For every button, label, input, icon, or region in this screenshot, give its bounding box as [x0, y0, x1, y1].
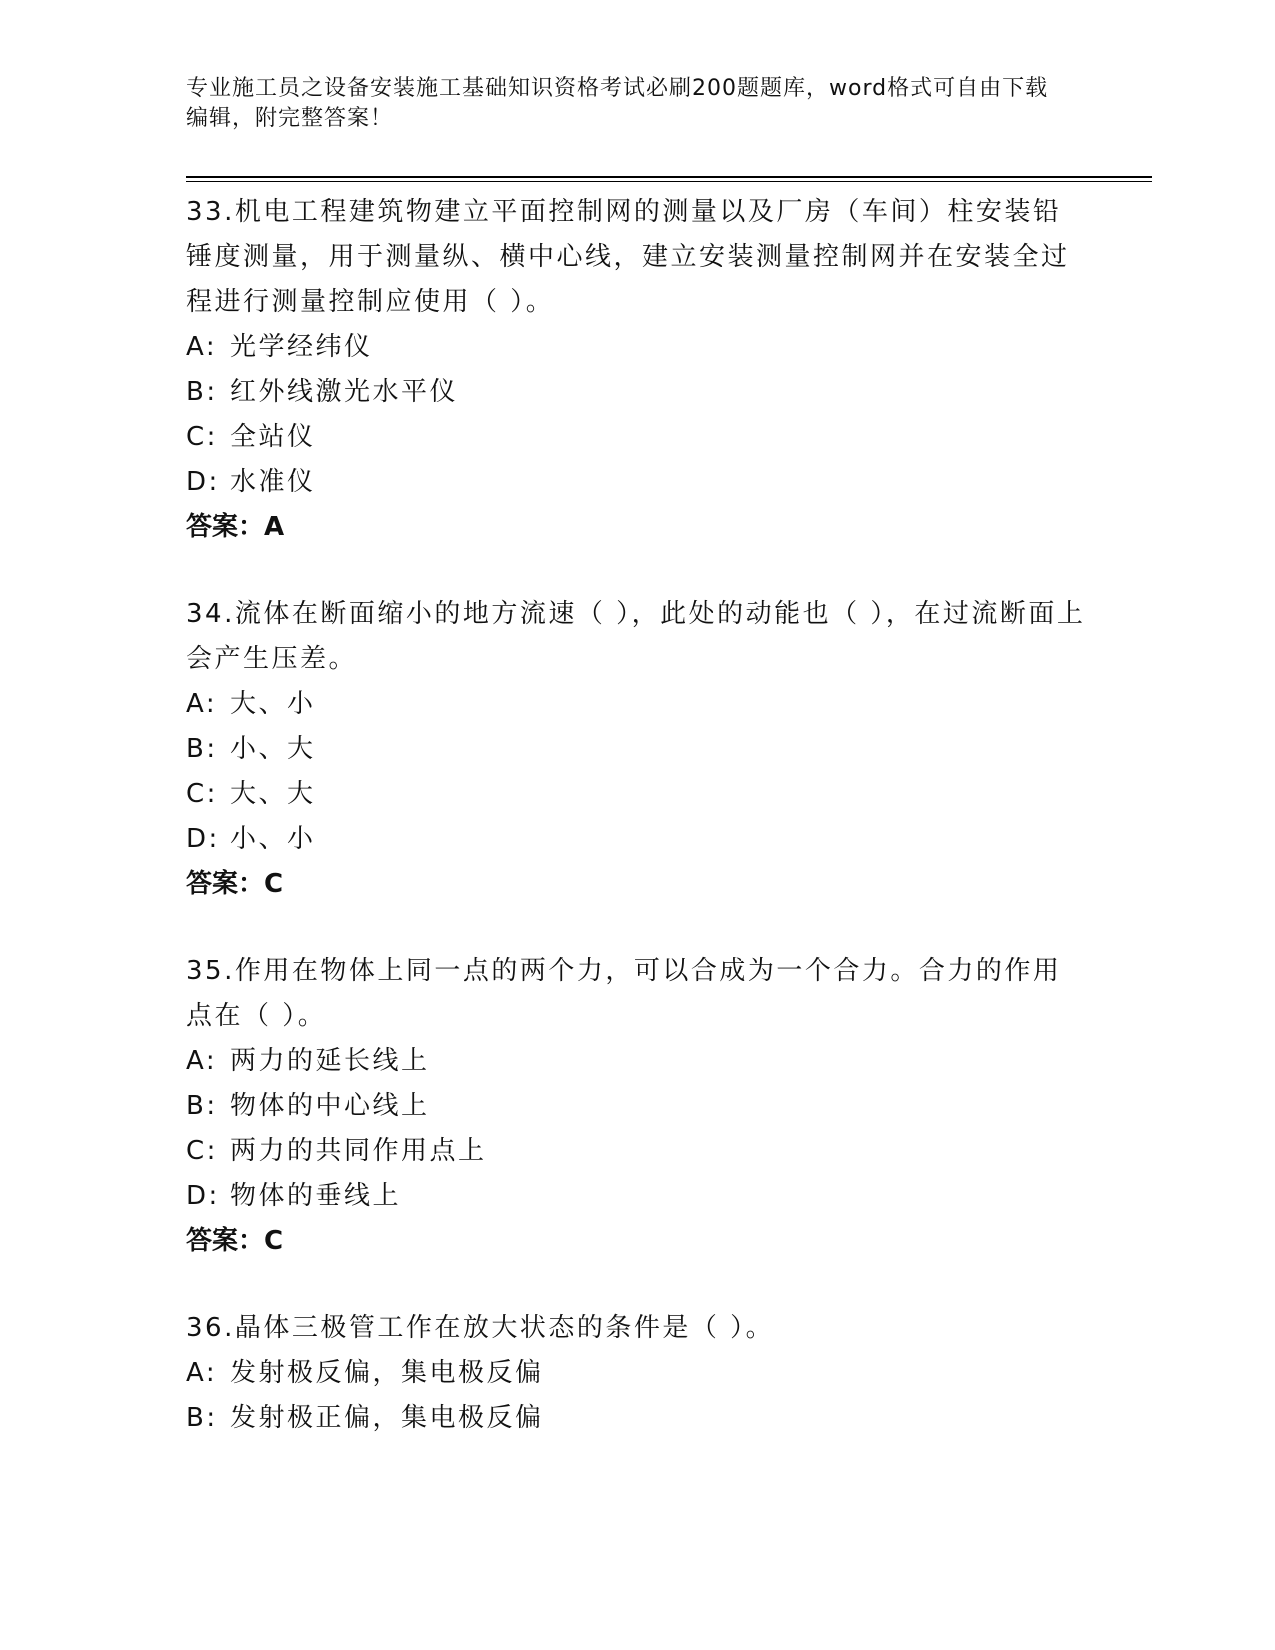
- option-text: 发射极反偏，集电极反偏: [230, 1358, 544, 1388]
- question-33: [186, 190, 1086, 550]
- option-a: [186, 325, 1086, 370]
- option-b: [186, 727, 1086, 772]
- option-text: 全站仪: [230, 422, 316, 452]
- option-c: [186, 772, 1086, 817]
- question-text: 35.作用在物体上同一点的两个力，可以合成为一个合力。合力的作用点在（ ）。: [186, 956, 1062, 1031]
- option-text: 两力的共同作用点上: [230, 1136, 487, 1166]
- option-key: B:: [186, 377, 218, 407]
- question-text: 33.机电工程建筑物建立平面控制网的测量以及厂房（车间）柱安装铅锤度测量，用于测量纵、横中心线，建立安装测量控制网并在安装全过程进行测量控制应使用（ ）。: [186, 197, 1070, 317]
- question-text: 34.流体在断面缩小的地方流速（ ），此处的动能也（ ），在过流断面上会产生压差。: [186, 599, 1086, 674]
- option-text: 发射极正偏，集电极反偏: [230, 1403, 544, 1433]
- question-list: [186, 190, 1086, 1483]
- option-key: A:: [186, 332, 218, 362]
- question-36: [186, 1306, 1086, 1441]
- header-divider-thick: [186, 176, 1152, 178]
- answer: 答案：A: [186, 512, 285, 542]
- option-key: D:: [186, 824, 220, 854]
- option-b: [186, 1396, 1086, 1441]
- option-key: D:: [186, 467, 220, 497]
- option-text: 物体的中心线上: [230, 1091, 430, 1121]
- answer: 答案：C: [186, 1226, 284, 1256]
- option-text: 两力的延长线上: [230, 1046, 430, 1076]
- option-b: [186, 370, 1086, 415]
- option-key: A:: [186, 1046, 218, 1076]
- option-a: [186, 1039, 1086, 1084]
- question-text: 36.晶体三极管工作在放大状态的条件是（ ）。: [186, 1313, 775, 1343]
- option-d: [186, 1174, 1086, 1219]
- document-header: 专业施工员之设备安装施工基础知识资格考试必刷200题题库，word格式可自由下载编辑，附完整答案！: [186, 76, 1049, 131]
- option-key: B:: [186, 734, 218, 764]
- option-text: 物体的垂线上: [230, 1181, 402, 1211]
- option-d: [186, 817, 1086, 862]
- option-key: C:: [186, 422, 218, 452]
- option-key: D:: [186, 1181, 220, 1211]
- answer: 答案：C: [186, 869, 284, 899]
- header-divider-thin: [186, 181, 1152, 182]
- option-key: C:: [186, 779, 218, 809]
- question-35: [186, 949, 1086, 1264]
- option-text: 小、小: [230, 824, 316, 854]
- option-text: 大、大: [230, 779, 316, 809]
- option-key: C:: [186, 1136, 218, 1166]
- option-key: B:: [186, 1403, 218, 1433]
- option-key: B:: [186, 1091, 218, 1121]
- option-c: [186, 1129, 1086, 1174]
- question-34: [186, 592, 1086, 907]
- option-text: 大、小: [230, 689, 316, 719]
- option-key: A:: [186, 689, 218, 719]
- option-text: 水准仪: [230, 467, 316, 497]
- option-a: [186, 682, 1086, 727]
- option-b: [186, 1084, 1086, 1129]
- option-text: 光学经纬仪: [230, 332, 373, 362]
- option-c: [186, 415, 1086, 460]
- option-a: [186, 1351, 1086, 1396]
- option-key: A:: [186, 1358, 218, 1388]
- option-d: [186, 460, 1086, 505]
- option-text: 小、大: [230, 734, 316, 764]
- option-text: 红外线激光水平仪: [230, 377, 459, 407]
